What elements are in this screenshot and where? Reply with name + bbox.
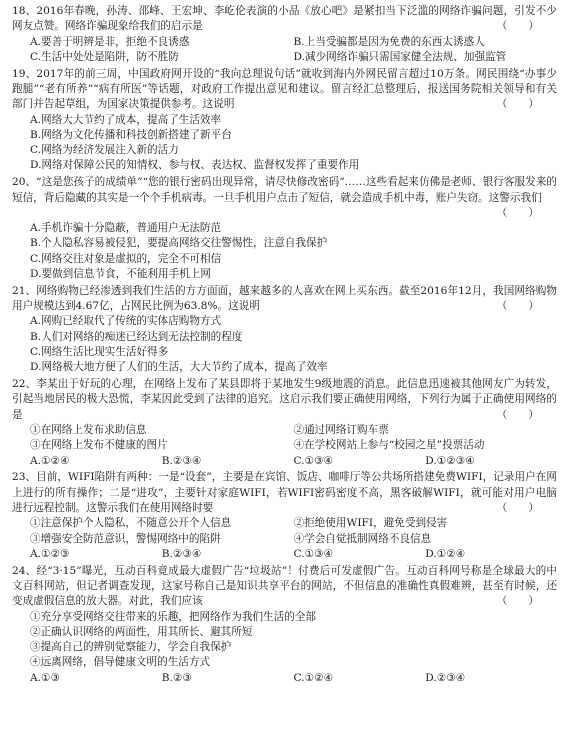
numbered-statement-row (12, 423, 557, 438)
option: C.网络为经济发展注入新的活力 (30, 144, 179, 157)
answer-choice: B.②③ (161, 671, 192, 684)
numbered-statement: ④在学校网站上参与“校园之星”投票活动 (293, 439, 485, 452)
question-stem (12, 377, 557, 423)
option-row (12, 50, 557, 65)
option: A.网络大大节约了成本，提高了生活效率 (30, 113, 222, 126)
option: A.网购已经取代了传统的实体店购物方式 (30, 315, 222, 328)
answer-choice: C.①③④ (293, 547, 334, 560)
question-block (12, 564, 557, 686)
question-block (12, 377, 557, 469)
question-stem (12, 4, 557, 35)
question-stem (12, 175, 557, 221)
question-stem-text: 20、“这是您孩子的成绩单”“您的银行密码出现异常，请尽快修改密码”……这些看起来仿佛是老师、银行客服发来的短信，背后隐藏的其实是一个个手机病毒。一旦手机用户点击了短信，就会造成手机中毒，账户失窃。这警示我们 (12, 176, 557, 204)
option: A.手机诈骗十分隐蔽，普通用户无法防范 (30, 222, 222, 235)
question-stem-text: 22、李某出于好玩的心理，在网络上发布了某县即将于某地发生9级地震的消息。此信息迅速被其他网友广为转发，引起当地居民的极大恐慌，李某因此受到了法律的追究。这启示我们要正确使用网络，下列行为属于正确使用网络的是 (12, 378, 557, 421)
answer-parentheses: （ ） (496, 300, 539, 313)
question-stem-text: 21、网络购物已经渗透到我们生活的方方面面，越来越多的人喜欢在网上买东西。截至2016年12月，我国网络购物用户规模达到4.67亿，占网民比例为63.8%。这说明 (12, 284, 557, 313)
answer-choice: A.①③ (30, 671, 61, 684)
option: B.上当受骗都是因为免费的东西太诱惑人 (293, 35, 485, 48)
question-block (12, 175, 557, 282)
question-stem-text: 18、2016年春晚，孙涛、邵峰、王宏坤、李屹伦表演的小品《放心吧》是紧扣当下泛滥的网络诈骗问题，引发不少网友点赞。网络诈骗现象给我们的启示是 (12, 5, 557, 33)
option: C.生活中处处是陷阱，防不胜防 (30, 50, 179, 63)
answer-choice: B.②③④ (161, 454, 202, 467)
answer-parentheses: （ ） (496, 408, 539, 421)
answer-parentheses: （ ） (496, 98, 539, 111)
option: D.减少网络诈骗只需国家健全法规、加强监管 (293, 50, 507, 63)
answer-choice: D.②③④ (425, 671, 466, 684)
numbered-statement: ③增强安全防范意识，警惕网络中的陷阱 (30, 532, 221, 545)
option: D.要做到信息节食，不能利用手机上网 (30, 268, 211, 281)
answer-choice: A.①②④ (30, 454, 70, 467)
numbered-statement: ③提高自己的辨别觉察能力，学会自我保护 (30, 641, 232, 654)
option-row (12, 35, 557, 50)
question-stem (12, 67, 557, 113)
question-block (12, 284, 557, 376)
answer-parentheses: （ ） (496, 595, 539, 608)
answer-choice: A.①②③ (30, 547, 70, 560)
numbered-statement-row (12, 516, 557, 531)
question-block (12, 67, 557, 174)
numbered-statement: ④远离网络，倡导健康文明的生活方式 (30, 656, 211, 669)
answer-choice-row (12, 671, 557, 686)
numbered-statement: ①注意保护个人隐私，不随意公开个人信息 (30, 517, 232, 530)
numbered-statement: ③在网络上发布不健康的图片 (30, 439, 168, 452)
answer-choice: D.①②③④ (425, 454, 475, 467)
option: D.网络对保障公民的知情权、参与权、表达权、监督权发挥了重要作用 (30, 159, 360, 172)
answer-choice-row (12, 547, 557, 562)
numbered-statement-row (12, 532, 557, 547)
answer-choice: C.①②④ (293, 671, 334, 684)
question-stem-text: 19、2017年的前三周，中国政府网开设的“我向总理说句话”就收到海内外网民留言超过10万条。网民围绕“办事少跑腿”“老有所养”“病有所医”等话题，对政府工作提出意见和建议。留言经汇总整理后，报送国务院相关领导和有关部门并告起草组，为国家决策提供参考。这说明 (12, 67, 557, 111)
option: C.网络交往对象是虚拟的，完全不可相信 (30, 252, 222, 265)
numbered-statement: ④学会自觉抵制网络不良信息 (293, 532, 432, 545)
numbered-statement: ②正确认识网络的两面性，用其所长、避其所短 (30, 625, 253, 638)
answer-parentheses: （ ） (496, 502, 539, 514)
numbered-statement-row (12, 438, 557, 453)
option: D.网络极大地方便了人们的生活，大大节约了成本，提高了效率 (30, 361, 328, 374)
numbered-statement: ①在网络上发布求助信息 (30, 424, 147, 437)
question-stem (12, 470, 557, 516)
question-stem-text: 23、目前，WIFI陷阱有两种：一是“设套”，主要是在宾馆、饭店、咖啡厅等公共场所搭建免费WIFI，记录用户在网上进行的所有操作；二是“进攻”，主要针对家庭WIFI，若WIFI密码密度不高，黑客破解WIFI，就可能对用户电脑进行远程控制。这警示我们在使用网络时要 (12, 471, 557, 514)
answer-choice: B.②③④ (161, 547, 202, 560)
answer-choice: C.①③④ (293, 454, 334, 467)
answer-parentheses: （ ） (496, 20, 539, 33)
numbered-statement: ②通过网络订购车票 (293, 424, 389, 437)
question-stem-text: 24、经“3·15”曝光，互动百科竟成最大虚假广告“垃圾站”！付费后可发虚假广告。互动百科网号称是全球最大的中文百科网站，但记者调查发现，这家号称自己是知识共享平台的网站，不但信息的准确性真假难辨，甚至有时候，还变成虚假信息的放大器。对此，我们应该 (12, 564, 557, 608)
answer-choice: D.①②④ (425, 547, 466, 560)
option: A.要善于明辨是非，拒绝不良诱惑 (30, 35, 190, 48)
question-stem (12, 284, 557, 315)
option: C.网络生活比现实生活好得多 (30, 346, 169, 359)
question-block (12, 4, 557, 65)
option: B.人们对网络的痴迷已经达到无法控制的程度 (30, 330, 243, 343)
question-block (12, 470, 557, 562)
numbered-statement: ①充分享受网络交往带来的乐趣，把网络作为我们生活的全部 (30, 610, 317, 623)
answer-parentheses: （ ） (496, 206, 539, 219)
option: B.网络为文化传播和科技创新搭建了新平台 (30, 128, 232, 141)
question-stem (12, 564, 557, 610)
answer-choice-row (12, 454, 557, 469)
numbered-statement: ②拒绝使用WIFI，避免受到侵害 (293, 517, 448, 530)
option: B.个人隐私容易被侵犯，要提高网络交往警惕性，注意自我保护 (30, 237, 328, 250)
